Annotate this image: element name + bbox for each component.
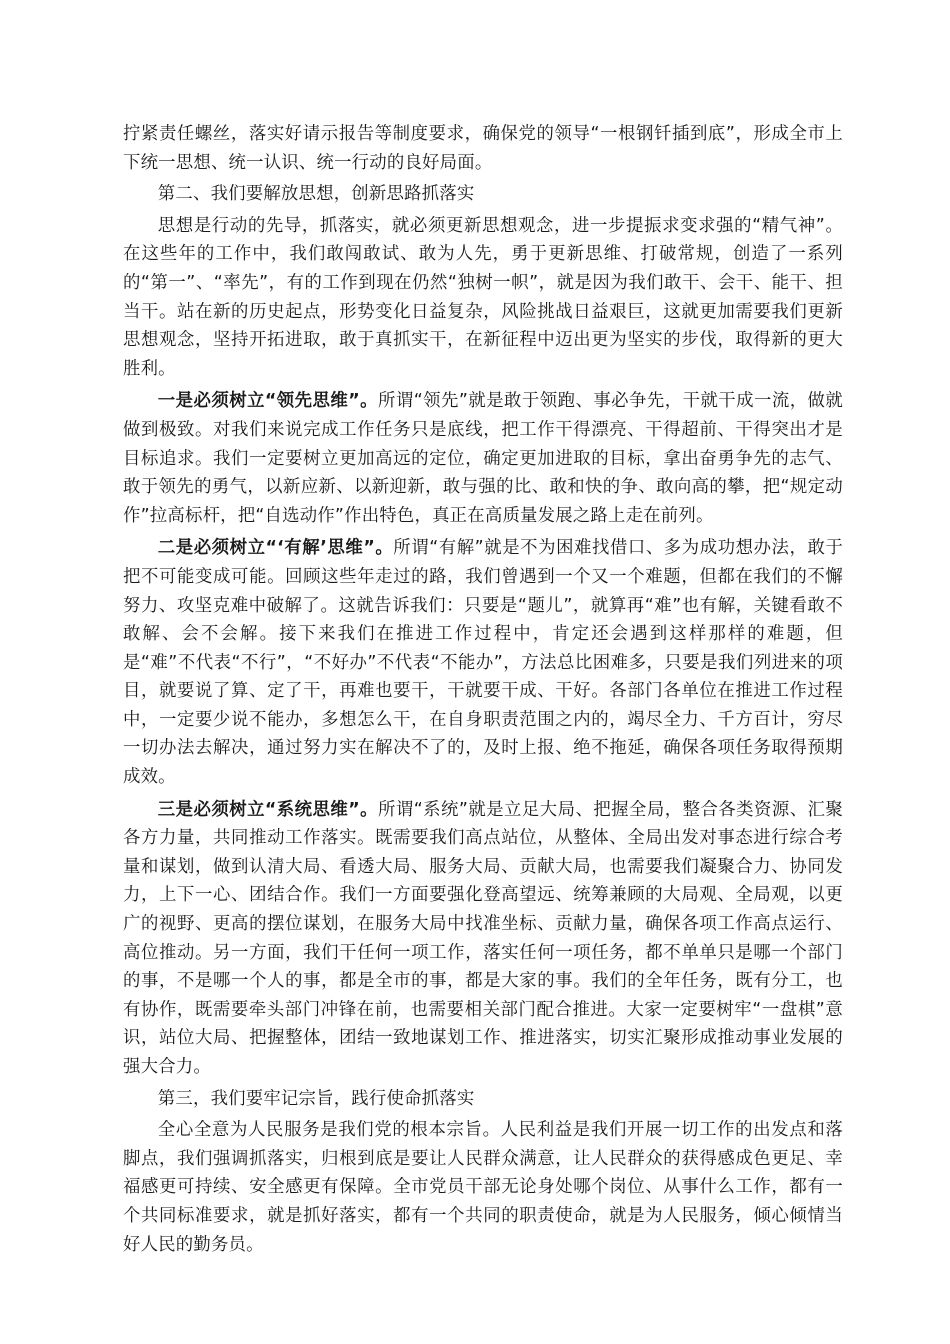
paragraph-solvable-thinking: [123, 534, 843, 791]
point-lead-system-thinking: 三是必须树立“系统思维”。: [157, 799, 378, 820]
paragraph-mindset: 思想是行动的先导，抓落实，就必须更新思想观念，进一步提振求变求强的“精气神”。在这些年的工作中，我们敢闯敢试、敢为人先，勇于更新思维、打破常规，创造了一系列的“第一”、“率先”，有的工作到现在仍然“独树一帜”，就是因为我们敢干、会干、能干、担当干。站在新的历史起点，形势变化日益复杂，风险挑战日益艰巨，这就更加需要我们更新思想观念，坚持开拓进取，敢于真抓实干，在新征程中迈出更为坚实的步伐，取得新的更大胜利。: [123, 215, 843, 379]
section-heading-third: 第三，我们要牢记宗旨，践行使命抓落实: [157, 1088, 475, 1109]
point-body-solvable-thinking: 所谓“有解”就是不为困难找借口、多为成功想办法，敢于把不可能变成可能。回顾这些年走过的路，我们曾遇到一个又一个难题，但都在我们的不懈努力、攻坚克难中破解了。这就告诉我们：只要是“题儿”，就算再“难”也有解，关键看敢不敢解、会不会解。接下来我们在推进工作过程中，肯定还会遇到这样那样的难题，但是“难”不代表“不行”，“不好办”不代表“不能办”，方法总比困难多，只要是我们列进来的项目，就要说了算、定了干，再难也要干，干就要干成、干好。各部门各单位在推进工作过程中，一定要少说不能办，多想怎么干，在自身职责范围之内的，竭尽全力、千方百计，穷尽一切办法去解决，通过努力实在解决不了的，及时上报、绝不拖延，确保各项任务取得预期成效。: [123, 538, 843, 788]
point-body-leading-thinking: 所谓“领先”就是敢于领跑、事必争先，干就干成一流，做就做到极致。对我们来说完成工作任务只是底线，把工作干得漂亮、干得超前、干得突出才是目标追求。我们一定要树立更加高远的定位，确定更加进取的目标，拿出奋勇争先的志气、敢于领先的勇气，以新应新、以新迎新，敢与强的比、敢和快的争、敢向高的攀，把“规定动作”拉高标杆，把“自选动作”作出特色，真正在高质量发展之路上走在前列。: [123, 391, 844, 526]
paragraph-continuation: 拧紧责任螺丝，落实好请示报告等制度要求，确保党的领导“一根钢钎插到底”，形成全市上下统一思想、统一认识、统一行动的良好局面。: [123, 124, 843, 173]
section-heading-second: 第二、我们要解放思想，创新思路抓落实: [157, 184, 475, 205]
paragraph-serve-people: 全心全意为人民服务是我们党的根本宗旨。人民利益是我们开展一切工作的出发点和落脚点，我们强调抓落实，归根到底是要让人民群众满意，让人民群众的获得感成色更足、幸福感更可持续、安全感更有保障。全市党员干部无论身处哪个岗位、从事什么工作，都有一个共同标准要求，就是抓好落实，都有一个共同的职责使命，就是为人民服务，倾心倾情当好人民的勤务员。: [123, 1120, 843, 1255]
point-lead-leading-thinking: 一是必须树立“领先思维”。: [157, 391, 378, 412]
point-lead-solvable-thinking: 二是必须树立“‘有解’思维”。: [157, 538, 394, 559]
point-body-system-thinking: 所谓“系统”就是立足大局、把握全局，整合各类资源、汇聚各方力量，共同推动工作落实。既需要我们高点站位，从整体、全局出发对事态进行综合考量和谋划，做到认清大局、看透大局、服务大局、贡献大局，也需要我们凝聚合力、协同发力，上下一心、团结合作。我们一方面要强化登高望远、统筹兼顾的大局观、全局观，以更广的视野、更高的摆位谋划，在服务大局中找准坐标、贡献力量，确保各项工作高点运行、高位推动。另一方面，我们干任何一项工作，落实任何一项任务，都不单单只是哪一个部门的事，不是哪一个人的事，都是全市的事，都是大家的事。我们的全年任务，既有分工，也有协作，既需要牵头部门冲锋在前，也需要相关部门配合推进。大家一定要树牢“一盘棋”意识，站位大局、把握整体，团结一致地谋划工作、推进落实，切实汇聚形成推动事业发展的强大合力。: [123, 799, 844, 1077]
paragraph-system-thinking: [123, 796, 843, 1082]
document-page: [123, 120, 843, 1259]
paragraph-leading-thinking: [123, 387, 843, 530]
